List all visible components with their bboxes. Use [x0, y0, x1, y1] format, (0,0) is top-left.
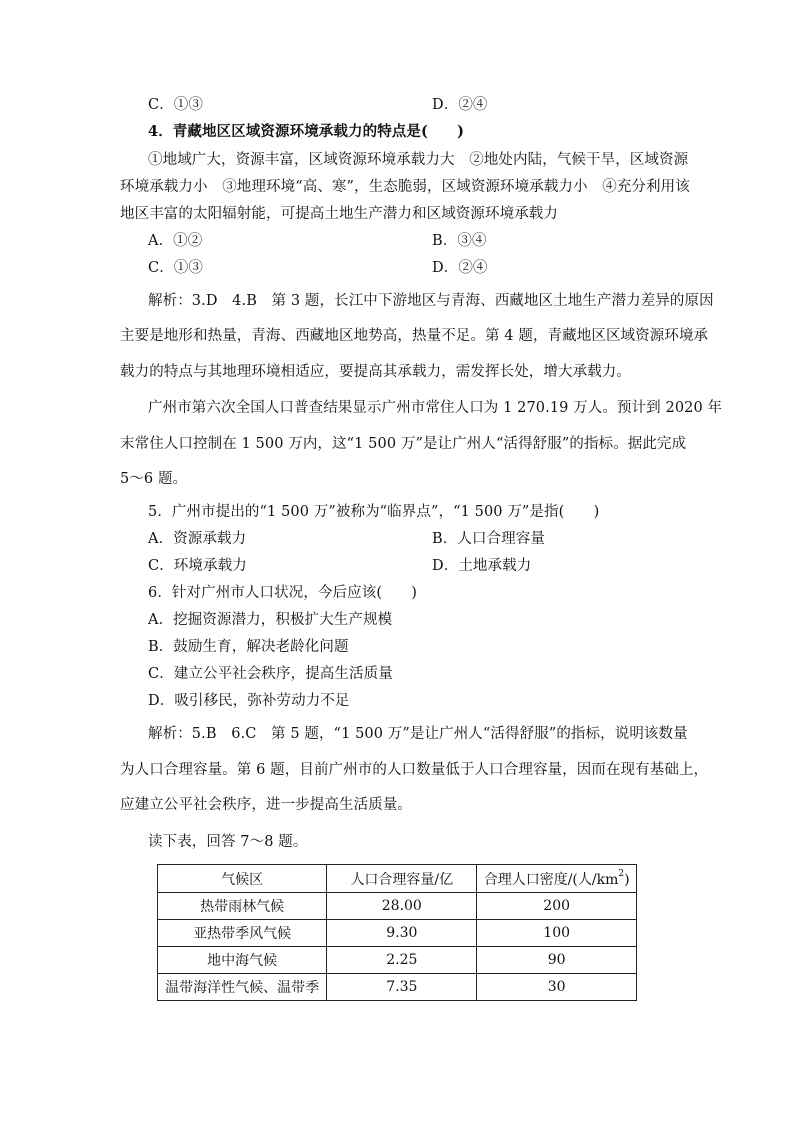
- q6-stem: 6．针对广州市人口状况，今后应该( ): [148, 585, 418, 601]
- analysis-5-6-line1: 解析：5.B 6.C 第 5 题，“1 500 万”是让广州人“活得舒服”的指标，说明该数量: [148, 726, 688, 742]
- analysis-3-4-line1: 解析：3.D 4.B 第 3 题，长江中下游地区与青海、西藏地区土地生产潜力差异的原因: [148, 293, 714, 309]
- analysis-5-6-line2: 为人口合理容量。第 6 题，目前广州市的人口数量低于人口合理容量，因而在现有基础上，: [120, 762, 709, 778]
- q5-option-d: D．土地承载力: [432, 558, 532, 574]
- table-cell-climate: 热带雨林气候: [158, 893, 327, 920]
- q5-option-c: C．环境承载力: [148, 558, 247, 574]
- q3-option-d: D．②④: [432, 97, 488, 113]
- q4-statement-line2: 环境承载力小 ③地理环境“高、寒”，生态脆弱，区域资源环境承载力小 ④充分利用该: [120, 179, 690, 195]
- table-cell-climate: 地中海气候: [158, 947, 327, 974]
- climate-population-table: [157, 864, 637, 1001]
- q6-option-a: A．挖掘资源潜力，积极扩大生产规模: [148, 612, 393, 628]
- table-header-capacity: 人口合理容量/亿: [327, 865, 477, 893]
- table-cell-capacity: 28.00: [327, 893, 477, 920]
- table-row: [158, 974, 637, 1001]
- table-cell-capacity: 2.25: [327, 947, 477, 974]
- table-cell-density: 30: [477, 974, 637, 1001]
- q4-option-b: B．③④: [432, 233, 487, 249]
- table-header-climate: 气候区: [158, 865, 327, 893]
- table-cell-density: 100: [477, 920, 637, 947]
- table-cell-density: 200: [477, 893, 637, 920]
- q4-option-d: D．②④: [432, 260, 488, 276]
- intro-5-6-line1: 广州市第六次全国人口普查结果显示广州市常住人口为 1 270.19 万人。预计到 2020 年: [148, 400, 723, 416]
- intro-5-6-line2: 末常住人口控制在 1 500 万内，这“1 500 万”是让广州人“活得舒服”的指标。据此完成: [120, 436, 687, 452]
- analysis-3-4-line2: 主要是地形和热量，青海、西藏地区地势高，热量不足。第 4 题，青藏地区区域资源环境承: [120, 328, 709, 344]
- q6-option-c: C．建立公平社会秩序，提高生活质量: [148, 666, 393, 682]
- q4-option-c: C．①③: [148, 260, 203, 276]
- table-header-density: 合理人口密度/(人$/km^2$): [477, 865, 637, 893]
- q6-option-b: B．鼓励生育，解决老龄化问题: [148, 639, 349, 655]
- q4-stem: 4．青藏地区区域资源环境承载力的特点是( ): [148, 123, 465, 140]
- analysis-5-6-line3: 应建立公平社会秩序，进一步提高生活质量。: [120, 797, 412, 813]
- table-cell-capacity: 7.35: [327, 974, 477, 1001]
- table-row: [158, 947, 637, 974]
- q5-option-a: A．资源承载力: [148, 531, 247, 547]
- q4-option-a: A．①②: [148, 233, 203, 249]
- analysis-3-4-line3: 载力的特点与其地理环境相适应，要提高其承载力，需发挥长处，增大承载力。: [120, 364, 631, 380]
- intro-7-8: 读下表，回答 7～8 题。: [148, 834, 308, 850]
- table-row: [158, 893, 637, 920]
- table-cell-climate: 温带海洋性气候、温带季: [158, 974, 327, 1001]
- table-cell-density: 90: [477, 947, 637, 974]
- table-row: [158, 920, 637, 947]
- table-header-row: [158, 865, 637, 893]
- table-cell-climate: 亚热带季风气候: [158, 920, 327, 947]
- table-cell-capacity: 9.30: [327, 920, 477, 947]
- q5-stem: 5．广州市提出的“1 500 万”被称为“临界点”，“1 500 万”是指( ): [148, 504, 600, 520]
- intro-5-6-line3: 5～6 题。: [120, 471, 188, 487]
- q5-option-b: B．人口合理容量: [432, 531, 545, 547]
- q4-statement-line3: 地区丰富的太阳辐射能，可提高土地生产潜力和区域资源环境承载力: [120, 206, 558, 222]
- q6-option-d: D．吸引移民，弥补劳动力不足: [148, 693, 350, 709]
- q4-statement-line1: ①地域广大，资源丰富，区域资源环境承载力大 ②地处内陆，气候干旱，区域资源: [148, 152, 689, 168]
- q3-option-c: C．①③: [148, 97, 203, 113]
